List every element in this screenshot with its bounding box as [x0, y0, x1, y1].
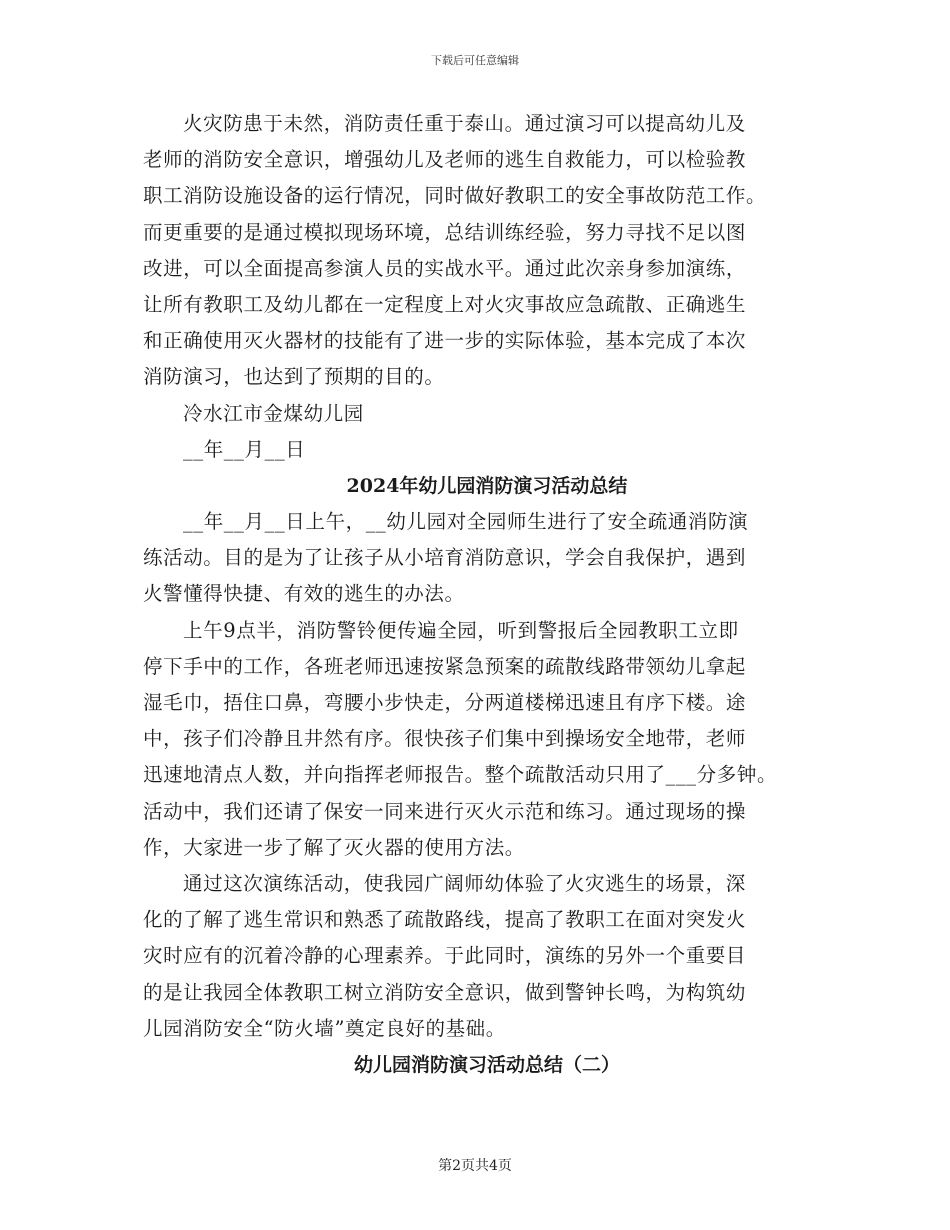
paragraph-line: 老师的消防安全意识，增强幼儿及老师的逃生自救能力，可以检验教: [143, 148, 747, 172]
paragraph-line: 让所有教职工及幼儿都在一定程度上对火灾事故应急疏散、正确逃生: [143, 292, 747, 316]
paragraph-line: 练活动。目的是为了让孩子从小培育消防意识，学会自我保护，遇到: [143, 546, 747, 570]
paragraph-line: 上午9点半，消防警铃便传遍全园，听到警报后全园教职工立即: [183, 618, 739, 642]
page-header: 下载后可任意编辑: [431, 54, 519, 67]
section-title-2024: 2024年幼儿园消防演习活动总结: [346, 474, 628, 497]
paragraph-line: 湿毛巾，捂住口鼻，弯腰小步快走，分两道楼梯迅速且有序下楼。途: [143, 691, 747, 714]
paragraph-line: 迅速地清点人数，并向指挥老师报告。整个疏散活动只用了___分多钟。: [143, 763, 778, 787]
paragraph-line: 活动中，我们还请了保安一同来进行灭火示范和练习。通过现场的操: [143, 799, 747, 823]
paragraph-line: 职工消防设施设备的运行情况，同时做好教职工的安全事故防范工作。: [143, 184, 767, 208]
paragraph-line: 消防演习，也达到了预期的目的。: [143, 365, 445, 389]
paragraph-line: 作，大家进一步了解了灭火器的使用方法。: [143, 835, 525, 859]
paragraph-line: 改进，可以全面提高参演人员的实战水平。通过此次亲身参加演练，: [143, 256, 747, 280]
paragraph-line: 灾时应有的沉着冷静的心理素养。于此同时，演练的另外一个重要目: [143, 944, 747, 968]
section-title-2: 幼儿园消防演习活动总结（二）: [353, 1053, 620, 1076]
paragraph-line: 儿园消防安全“防火墙”奠定良好的基础。: [143, 1016, 506, 1040]
paragraph-line: 和正确使用灭火器材的技能有了进一步的实际体验，基本完成了本次: [143, 329, 747, 353]
date-line: __年__月__日: [183, 437, 306, 461]
paragraph-line: 通过这次演练活动，使我园广阔师幼体验了火灾逃生的场景，深: [183, 871, 746, 895]
paragraph-line: __年__月__日上午，__幼儿园对全园师生进行了安全疏通消防演: [183, 510, 749, 534]
paragraph-line: 的是让我园全体教职工树立消防安全意识，做到警钟长鸣，为构筑幼: [143, 980, 747, 1004]
page-footer: 第2页共4页: [438, 1158, 512, 1174]
paragraph-line: 中，孩子们冷静且井然有序。很快孩子们集中到操场安全地带，老师: [143, 727, 747, 751]
paragraph-line: 而更重要的是通过模拟现场环境，总结训练经验，努力寻找不足以图: [143, 220, 747, 244]
paragraph-line: 火警懂得快捷、有效的逃生的办法。: [143, 582, 465, 606]
document-body: [143, 106, 823, 1083]
paragraph-line: 火灾防患于未然，消防责任重于泰山。通过演习可以提高幼儿及: [183, 112, 746, 135]
paragraph-line: 化的了解了逃生常识和熟悉了疏散路线，提高了教职工在面对突发火: [143, 908, 747, 932]
organization-name: 冷水江市金煤幼儿园: [183, 401, 364, 425]
paragraph-line: 停下手中的工作，各班老师迅速按紧急预案的疏散线路带领幼儿拿起: [143, 654, 747, 678]
